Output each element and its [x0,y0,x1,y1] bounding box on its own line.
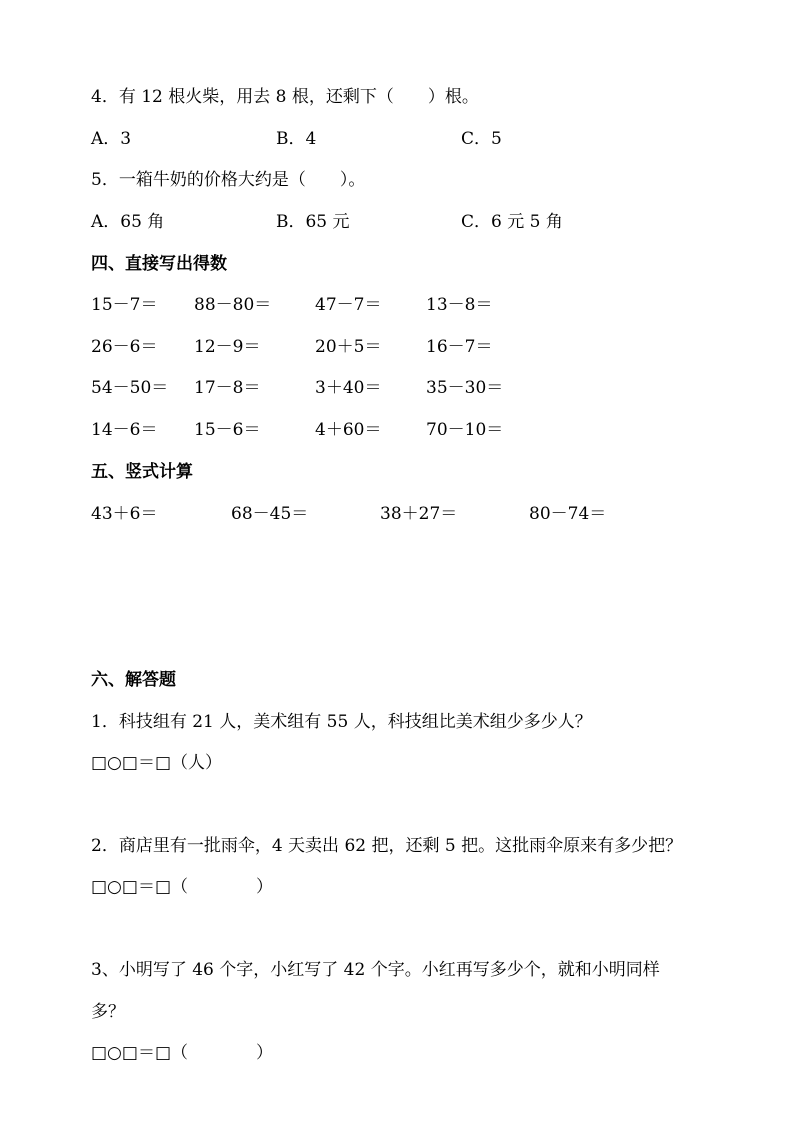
section-5-title: 五、竖式计算 [91,462,193,482]
mental-math-item: 16－7＝ [426,337,493,357]
vertical-calc-item: 68－45＝ [231,504,309,524]
mental-math-item: 17－8＝ [194,378,261,398]
word-problem-3-text: 3、小明写了 46 个字，小红写了 42 个字。小红再写多少个，就和小明同样 [91,960,660,980]
vertical-calc-item: 80－74＝ [529,504,607,524]
mental-math-item: 35－30＝ [426,378,504,398]
mental-math-item: 4＋60＝ [315,420,382,440]
vertical-calc-item: 38＋27＝ [380,504,458,524]
mental-math-item: 88－80＝ [194,295,272,315]
section-4-title: 四、直接写出得数 [91,254,227,274]
mental-math-item: 47－7＝ [315,295,382,315]
question-4-option-a[interactable]: A．3 [91,129,132,149]
mental-math-item: 12－9＝ [194,337,261,357]
mental-math-item: 13－8＝ [426,295,493,315]
word-problem-1-answer-template[interactable]: □○□＝□（人） [91,753,223,773]
question-4-option-c[interactable]: C．5 [461,129,502,149]
mental-math-item: 20＋5＝ [315,337,382,357]
mental-math-item: 14－6＝ [91,420,158,440]
mental-math-item: 70－10＝ [426,420,504,440]
mental-math-item: 54－50＝ [91,378,169,398]
word-problem-3-text-continued: 多？ [91,1002,125,1022]
question-4-stem: 4．有 12 根火柴，用去 8 根，还剩下（ ）根。 [91,87,479,107]
question-4-option-b[interactable]: B．4 [276,129,317,149]
word-problem-1-text: 1．科技组有 21 人，美术组有 55 人，科技组比美术组少多少人？ [91,712,592,732]
question-5-stem: 5．一箱牛奶的价格大约是（ ）。 [91,170,366,190]
mental-math-item: 15－7＝ [91,295,158,315]
question-5-option-c[interactable]: C．6 元 5 角 [461,212,563,232]
mental-math-item: 26－6＝ [91,337,158,357]
mental-math-item: 3＋40＝ [315,378,382,398]
word-problem-2-text: 2．商店里有一批雨伞，4 天卖出 62 把，还剩 5 把。这批雨伞原来有多少把？ [91,836,683,856]
word-problem-2-answer-template[interactable]: □○□＝□（ ） [91,877,274,897]
vertical-calc-item: 43＋6＝ [91,504,158,524]
word-problem-3-answer-template[interactable]: □○□＝□（ ） [91,1043,274,1063]
section-6-title: 六、解答题 [91,670,176,690]
question-5-option-b[interactable]: B．65 元 [276,212,350,232]
mental-math-item: 15－6＝ [194,420,261,440]
question-5-option-a[interactable]: A．65 角 [91,212,165,232]
